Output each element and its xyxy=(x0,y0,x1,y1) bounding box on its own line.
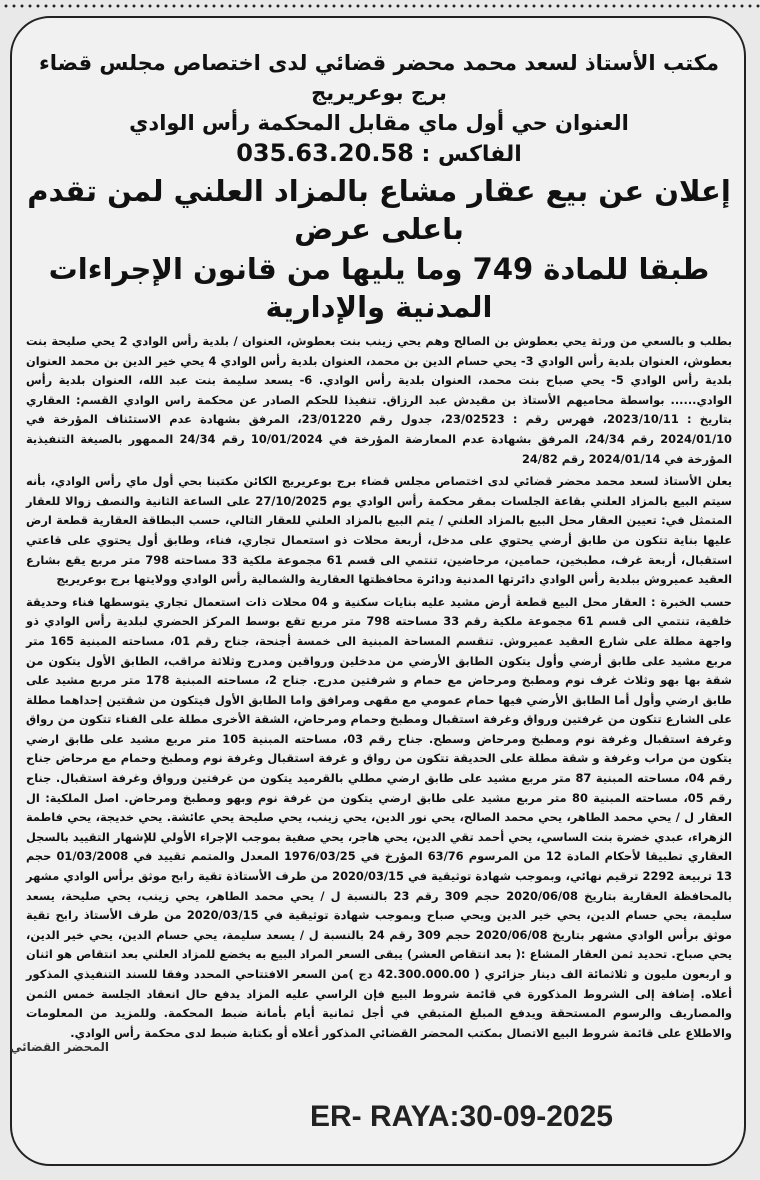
paragraph-expertise: حسب الخبرة : العقار محل البيع قطعة أرض مشيد عليه بنايات سكنية و 04 محلات ذات استعمال تجاري يتوسطها فناء وحديقة خلفية، تنتمي الى قسم 61 مجموعة ملكية رقم 33 مساحته 798 متر مربع تقع بوسط المركز الحضري لبلدية رأس الوادي ذو واجهة مطلة على شارع العقيد عميروش. تنقسم المساحة المبنية الى خمسة أجنحة، جناح رقم 01، مساحته المبنية 165 متر مربع مشيد على طابق أرضي وأول يتكون الطابق الأرضي من مدخلين ورواقين ومدرج وثلاثة مراقب، الطابق الأول يتكون من شقة بها بهو وثلاث غرف نوم ومطبخ ومرحاض مع حمام و شرفتين مدرج. جناح 2، مساحته المبنية 178 متر مربع مشيد على طابق ارضي وأول أما الطابق الأرضي فيها حمام عمومي مع مقهى ومرافق واما الطابق الأول فيتكون من شقتين إحداهما مطلة على الشارع تتكون من غرفتين ورواق وغرفة استقبال ومطبخ وحمام ومرحاض، الشقة الأخرى مطلة على الفناء تتكون من رواق وغرفة استقبال وغرفة نوم ومطبخ ومرحاض وسطح. جناح رقم 03، مساحته المبنية 105 متر مربع مشيد على طابق ارضي يتكون من مراب وغرفة و شقة مطلة على الحديقة تتكون من رواق و غرفة استقبال وغرفة نوم ومطبخ وحمام مع مرحاض جناح رقم 04، مساحته المبنية 87 متر مربع مشيد على طابق ارضي مطلي بالقرميد يتكون من غرفتين ورواق وغرفة استقبال. جناح رقم 05، مساحته المبنية 80 متر مربع مشيد على طابق ارضي يتكون من غرفة نوم وبهو ومطبخ ومرحاض. اصل الملكية: ال العقار ل / يحي محمد الطاهر، يحي محمد الصالح، يحي نور الدين، يحي زينب، يحي صليحة يحي عائشة. يحي خديجة، يحي فاطمة الزهراء، عبدي خضرة بنت الساسي، يحي أحمد تقي الدين، يحي هاجر، يحي صفية بموجب الإجراء الأولي للإشهار التقييد بالسجل العقاري تطبيقا لأحكام المادة 12 من المرسوم 63/76 المؤرخ في 1976/03/25 المعدل والمتمم تقييد في 01/03/2008 حجم 13 تربيعة 2292 ترقيم نهائي، وبموجب شهادة توثيقية في 2020/03/15 من طرف الأستاذة تقية رابح موثق برأس الوادي مشهر بالمحافظة العقارية بتاريخ 2020/06/08 حجم 309 رقم 23 بالنسبة ل / يحي محمد الطاهر، يحي زينب، يحي صليحة، يسعد سليمة، يحي حسام الدين، يحي خير الدين ويحي صباح وبموجب شهادة توثيقية في 2020/03/15 من طرف الأستاذ رابح تقية موثق برأس الوادي مشهر بتاريخ 2020/06/08 حجم 309 رقم 24 بالنسبة ل / يسعد سليمة، يحي حسام الدين، يحي خير الدين، يحي صباح. تحديد ثمن العقار المشاع :( بعد انتقاص العشر) يبقى السعر المراد البيع به يخضع للمزاد العلني بعد انتقاص هو اثنان و اربعون مليون و ثلاثمائة الف دينار جزائري ( 42.300.000.00 دج )من السعر الافتتاحي المحدد وفقا للسند التنفيذي المذكور أعلاه. إضافة إلى الشروط المذكورة في قائمة شروط البيع فإن الراسي عليه المزاد يدفع حال انعقاد الجلسة خمس الثمن والمصاريف والرسوم المستحقة ويدفع المبلغ المتبقي في أجل ثمانية أيام بأمانة ضبط المحكمة. وللمزيد من المعلومات والاطلاع على قائمة شروط البيع الاتصال بمكتب المحضر القضائي المذكور أعلاه أو بكتابة ضبط لدى محكمة رأس الوادي. xyxy=(26,594,733,1040)
paragraph-sale-announcement: يعلن الأستاذ لسعد محمد محضر قضائي لدى اختصاص مجلس قضاء برج بوعريريج الكائن مكتبنا بحي أول ماي رأس الوادي، بأنه سيتم البيع بالمزاد العلني بقاعة الجلسات بمقر محكمة رأس الوادي يوم 27/10/2025 على الساعة الثانية والنصف زوالا للعقار المتمثل في: تعيين العقار محل البيع بالمزاد العلني / يتم البيع بالمزاد العلني للعقار التالي، حسب البطاقة العقارية قطعة ارض عليها بناية تتكون من طابق أرضي يحتوي على مدخل، أربعة محلات ذو استعمال تجاري، فناء، وطابق أول يحتوي على قاعتي استقبال، أربعة غرف، مطبخين، حمامين، مرحاضين، تنتمي الى قسم 61 مجموعة ملكية 33 مساحته 798 متر مربع يقع بشارع العقيد عميروش ببلدية رأس الوادي دائرتها المدنية ودائرة محافظتها العقارية والشمالية رأس الوادي وولايتها برج بوعريريج xyxy=(26,474,733,587)
office-line: مكتب الأستاذ لسعد محمد محضر قضائي لدى اختصاص مجلس قضاء برج بوعريريج xyxy=(39,51,719,105)
fax-row xyxy=(26,138,732,170)
notice-body xyxy=(26,332,732,1043)
paragraph-petitioners: بطلب و بالسعي من ورثة يحي بعطوش بن الصالح وهم يحي زينب بنت بعطوش، العنوان / بلدية رأس الوادي 2 يحي صليحة بنت بعطوش، العنوان بلدية رأس الوادي 3- يحي حسام الدين بن محمد، العنوان بلدية رأس الوادي 4 يحي خير الدين بن محمد العنوان بلدية رأس الوادي 5- يحي صباح بنت محمد، العنوان بلدية رأس الوادي. 6- يسعد سليمة بنت عبد الله، العنوان بلدية رأس الوادي...... بواسطة محاميهم الأستاذ بن مقيدش عبد الرزاق. تنفيذا للحكم الصادر عن محكمة راس الوادي القسم: العقاري بتاريخ : 2023/10/11، فهرس رقم : 23/02523، جدول رقم 23/01220، المرفق بشهادة عدم الاستئناف المؤرخة في 2024/01/10 رقم 24/34، المرفق بشهادة عدم المعارضة المؤرخة في 10/01/2024 رقم 24/34 الممهور بالصيغة التنفيذية المؤرخة في 2024/01/14 رقم 24/82 xyxy=(26,334,733,466)
signer-label: المحضر القضائي xyxy=(10,1040,110,1054)
notice-title-line-1: إعلان عن بيع عقار مشاع بالمزاد العلني لمن تقدم باعلى عرض xyxy=(27,174,731,246)
notice-title-line-2: طبقا للمادة 749 وما يليها من قانون الإجراءات المدنية والإدارية xyxy=(48,252,710,324)
notice-content xyxy=(26,48,732,1108)
fax-label: الفاكس : xyxy=(421,142,522,167)
address-line: العنوان حي أول ماي مقابل المحكمة رأس الوادي xyxy=(129,111,629,135)
fax-number: 035.63.20.58 xyxy=(236,139,414,167)
dotted-border xyxy=(0,0,760,12)
publication-footer: ER- RAYA:30-09-2025 xyxy=(310,1100,613,1133)
